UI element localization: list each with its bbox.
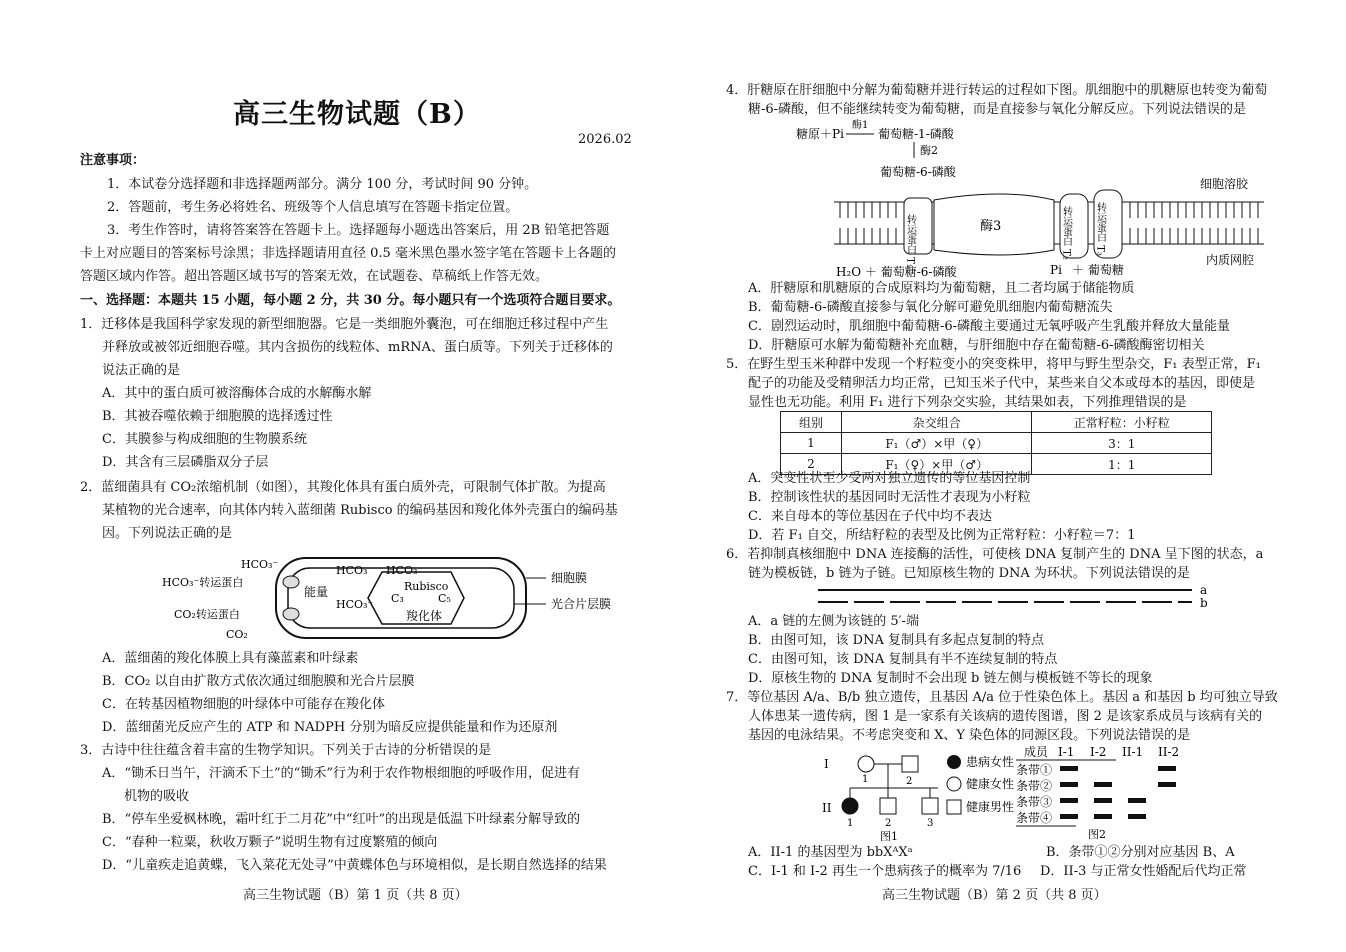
q7-stem: 基因的电泳结果。不考虑突变和 X、Y 染色体的同源区段。下列说法错误的是 <box>748 728 1191 743</box>
label-b: b <box>1200 596 1208 610</box>
table-cell: 1 <box>781 433 842 454</box>
pedigree-i2 <box>902 756 918 772</box>
fig-hco3-outside: HCO₃⁻ <box>241 558 279 571</box>
legend-affected-female-icon <box>947 755 961 769</box>
q5-stem: 5．在野生型玉米种群中发现一个籽粒变小的突变株甲，将甲与野生型杂交，F₁ 表型正常，F₁ <box>726 357 1261 372</box>
q7-option-b: B．条带①②分别对应基因 B、A <box>1046 845 1235 860</box>
q3-option-a-cont: 机物的吸收 <box>124 789 190 804</box>
table-cell: F₁（♀）×甲（♂） <box>841 454 1032 475</box>
q3-option-b: B．“停车坐爱枫林晚，霜叶红于二月花”中“红叶”的出现是低温下叶绿素分解导致的 <box>102 812 581 827</box>
gel-band <box>1060 814 1078 819</box>
fig-glucose: ＋ 葡萄糖 <box>1072 263 1124 277</box>
fig-t3: 转运蛋白 T₃ <box>1094 202 1106 256</box>
gel-band <box>1094 798 1112 803</box>
q1-option-a: A．其中的蛋白质可被溶酶体合成的水解酶水解 <box>102 386 372 401</box>
fig-hco3-inner2: HCO₃⁻ <box>336 598 374 611</box>
gel-band <box>1060 798 1078 803</box>
left-page <box>78 0 632 952</box>
fig-g6p: 葡萄糖-6-磷酸 <box>880 165 956 179</box>
q4-option-b: B．葡萄糖-6-磷酸直接参与氧化分解可避免肌细胞内葡萄糖流失 <box>748 300 1113 315</box>
q6-stem: 链为模板链，b 链为子链。已知原核生物的 DNA 为环状。下列说法错误的是 <box>748 566 1190 581</box>
table-header-row <box>781 412 1212 433</box>
legend-healthy-female-icon <box>947 777 961 791</box>
pedigree-ii3 <box>922 798 938 814</box>
q1-stem: 1．迁移体是我国科学家发现的新型细胞器。它是一类细胞外囊泡，可在细胞迁移过程中产生 <box>80 317 609 332</box>
gel-band-label: 条带③ <box>1016 795 1053 809</box>
q3-option-c: C．“春种一粒粟，秋收万颗子”说明生物有过度繁殖的倾向 <box>102 835 438 850</box>
fig-c3: C₃ <box>391 592 404 605</box>
q1-option-c: C．其膜参与构成细胞的生物膜系统 <box>102 432 307 447</box>
q1-stem: 并释放或被邻近细胞吞噬。其内含损伤的线粒体、mRNA、蛋白质等。下列关于迁移体的 <box>102 340 613 355</box>
cyanobacteria-diagram <box>146 552 612 648</box>
q4-option-d: D．肝糖原可水解为葡萄糖补充血糖，与肝细胞中存在葡萄糖-6-磷酸酶密切相关 <box>748 338 1205 353</box>
q3-stem: 3．古诗中往往蕴含着丰富的生物学知识。下列关于古诗的分析错误的是 <box>80 743 492 758</box>
fig-enzyme3: 酶3 <box>980 219 1002 234</box>
right-page <box>724 0 1278 952</box>
q6-option-a: A．a 链的左侧为该链的 5′-端 <box>748 614 920 629</box>
fig-hco3-transporter: HCO₃⁻转运蛋白 <box>162 576 244 589</box>
q7-option-c: C．I-1 和 I-2 再生一个患病孩子的概率为 7/16 <box>748 864 1022 879</box>
gel-band-label: 条带④ <box>1016 811 1053 825</box>
q2-option-b: B．CO₂ 以自由扩散方式依次通过细胞膜和光合片层膜 <box>102 674 415 689</box>
q6-option-c: C．由图可知，该 DNA 复制具有半不连续复制的特点 <box>748 652 1058 667</box>
q6-stem: 6．若抑制真核细胞中 DNA 连接酶的活性，可使核 DNA 复制产生的 DNA 呈下图的状态，a <box>726 547 1264 562</box>
gel-band <box>1158 766 1176 771</box>
fig-bottom-left: H₂O ＋ 葡萄糖-6-磷酸 <box>836 265 957 279</box>
q6-option-d: D．原核生物的 DNA 复制时不会出现 b 链左侧与模板链不等长的现象 <box>748 671 1153 686</box>
fig-pi: Pi <box>1050 263 1062 277</box>
fig-t2: 转运蛋白 T₂ <box>1060 206 1072 260</box>
gel-band <box>1060 766 1078 771</box>
table-cell: 2 <box>781 454 842 475</box>
gel-band-label: 条带② <box>1016 779 1053 793</box>
notice-heading: 注意事项： <box>80 153 146 168</box>
fig1-label: 图1 <box>880 830 898 843</box>
fig-glycogen: 糖原＋Pi <box>796 127 844 141</box>
gel-band <box>1128 814 1146 819</box>
q4-option-a: A．肝糖原和肌糖原的合成原料均为葡萄糖，且二者均属于储能物质 <box>748 281 1135 296</box>
fig-enzyme2: 酶2 <box>920 144 938 157</box>
fig-carboxysome-label: 羧化体 <box>406 609 443 623</box>
fig-rubisco: Rubisco <box>404 580 449 593</box>
q3-option-a: A．“锄禾日当午，汗滴禾下土”的“锄禾”行为利于农作物根细胞的呼吸作用，促进有 <box>102 766 580 781</box>
fig2-label: 图2 <box>1088 828 1106 841</box>
q3-option-d: D．“儿童疾走追黄蝶，飞入菜花无处寻”中黄蝶体色与环境相似，是长期自然选择的结果 <box>102 858 607 873</box>
table-header: 正常籽粒：小籽粒 <box>1032 412 1212 433</box>
q5-option-c: C．来自母本的等位基因在子代中均不表达 <box>748 509 992 524</box>
gel-member: II-2 <box>1158 745 1180 759</box>
q7-option-a: A．II-1 的基因型为 bbXᴬXᵃ <box>748 845 913 860</box>
gel-band <box>1094 782 1112 787</box>
num-i1: 1 <box>862 774 869 785</box>
fig-cell-membrane: 细胞膜 <box>551 571 588 585</box>
label-a: a <box>1200 583 1208 597</box>
num-ii3: 3 <box>927 818 934 829</box>
exam-date: 2026.02 <box>578 132 632 147</box>
page-footer: 高三生物试题（B）第 1 页（共 8 页） <box>243 888 468 903</box>
q7-option-d: D．II-3 与正常女性婚配后代均正常 <box>1040 864 1247 879</box>
q7-stem: 7．等位基因 A/a、B/b 独立遗传，且基因 A/a 位于性染色体上。基因 a 和基因 b 均可独立导致 <box>726 690 1278 705</box>
gel-band <box>1158 782 1176 787</box>
table-cell: 3：1 <box>1032 433 1212 454</box>
fig-cytosol: 细胞溶胶 <box>1200 177 1249 191</box>
q2-stem: 因。下列说法正确的是 <box>102 526 233 541</box>
table-cell: 1：1 <box>1032 454 1212 475</box>
gel-band <box>1128 798 1146 803</box>
q4-stem: 糖-6-磷酸，但不能继续转变为葡萄糖，而是直接参与氧化分解反应。下列说法错误的是 <box>748 102 1247 117</box>
q7-stem: 人体患某一遗传病，图 1 是一家系有关该病的遗传图谱，图 2 是该家系成员与该病有关的 <box>748 709 1263 724</box>
legend-healthy-male: 健康男性 <box>966 800 1015 814</box>
exam-title: 高三生物试题（B） <box>233 99 481 130</box>
gel-member: II-1 <box>1122 745 1144 759</box>
page-footer: 高三生物试题（B）第 2 页（共 8 页） <box>882 888 1107 903</box>
table-header: 杂交组合 <box>841 412 1032 433</box>
q2-stem: 2．蓝细菌具有 CO₂浓缩机制（如图），其羧化体具有蛋白质外壳，可限制气体扩散。为提高 <box>80 480 606 495</box>
fig-co2-outside: CO₂ <box>226 628 248 641</box>
fig-er: 内质网腔 <box>1206 253 1255 267</box>
q5-option-d: D．若 F₁ 自交，所结籽粒的表型及比例为正常籽粒：小籽粒＝7：1 <box>748 528 1136 543</box>
gel-member: I-2 <box>1090 745 1107 759</box>
fig-energy: 能量 <box>304 585 329 599</box>
cross-table <box>780 411 1212 475</box>
fig-hco3-carboxysome: HCO₃⁻ <box>386 564 424 577</box>
gel-member-label: 成员 <box>1024 745 1049 759</box>
notice-line: 1．本试卷分选择题和非选择题两部分。满分 100 分，考试时间 90 分钟。 <box>107 177 538 192</box>
pedigree-chart <box>820 744 1015 844</box>
section-heading: 一、选择题：本题共 15 小题，每小题 2 分，共 30 分。每小题只有一个选项符合题目要求。 <box>80 293 621 308</box>
gel-band <box>1060 782 1078 787</box>
q2-option-c: C．在转基因植物细胞的叶绿体中可能存在羧化体 <box>102 697 385 712</box>
fig-thylakoid: 光合片层膜 <box>551 597 612 611</box>
dna-strand-diagram <box>784 582 1224 610</box>
gel-electrophoresis <box>1016 742 1212 844</box>
gel-band-label: 条带① <box>1016 763 1053 777</box>
q5-option-b: B．控制该性状的基因同时无活性才表现为小籽粒 <box>748 490 1031 505</box>
fig-t1: 转运蛋白 T₁ <box>904 214 916 268</box>
q1-option-d: D．其含有三层磷脂双分子层 <box>102 455 269 470</box>
table-cell: F₁（♂）×甲（♀） <box>841 433 1032 454</box>
pedigree-ii1 <box>842 798 858 814</box>
notice-line: 答题区域内作答。超出答题区域书写的答案无效，在试题卷、草稿纸上作答无效。 <box>80 269 549 284</box>
q5-stem: 显性也无功能。利用 F₁ 进行下列杂交实验，其结果如表，下列推理错误的是 <box>748 395 1187 410</box>
q1-stem: 说法正确的是 <box>102 363 181 378</box>
notice-line: 3．考生作答时，请将答案答在答题卡上。选择题每小题选出答案后，用 2B 铅笔把答题 <box>107 223 610 238</box>
num-ii1: 1 <box>847 818 854 829</box>
pedigree-i1 <box>858 756 874 772</box>
notice-line: 卡上对应题目的答案标号涂黑；非选择题请用直径 0.5 毫米黑色墨水签字笔在答题卡上各题的 <box>80 246 616 261</box>
gel-member: I-1 <box>1058 745 1075 759</box>
q2-stem: 某植物的光合速率，向其体内转入蓝细菌 Rubisco 的编码基因和羧化体外壳蛋白的编码基 <box>102 503 618 518</box>
gen-label-2: II <box>822 801 832 815</box>
notice-line: 2．答题前，考生务必将姓名、班级等个人信息填写在答题卡指定位置。 <box>107 200 519 215</box>
q4-option-c: C．剧烈运动时，肌细胞中葡萄糖-6-磷酸主要通过无氧呼吸产生乳酸并释放大量能量 <box>748 319 1231 334</box>
legend-affected-female: 患病女性 <box>966 755 1015 769</box>
gel-band <box>1094 814 1112 819</box>
num-ii2: 2 <box>885 818 892 829</box>
fig-c5: C₅ <box>438 592 451 605</box>
glycogen-diagram <box>794 118 1284 280</box>
gen-label-1: I <box>824 757 829 771</box>
legend-healthy-female: 健康女性 <box>966 777 1015 791</box>
table-row <box>781 433 1212 454</box>
q6-option-b: B．由图可知，该 DNA 复制具有多起点复制的特点 <box>748 633 1045 648</box>
q2-option-a: A．蓝细菌的羧化体膜上具有藻蓝素和叶绿素 <box>102 651 359 666</box>
pedigree-ii2 <box>880 798 896 814</box>
fig-co2-transporter: CO₂转运蛋白 <box>174 608 240 621</box>
table-header: 组别 <box>781 412 842 433</box>
fig-enzyme1: 酶1 <box>852 120 869 131</box>
fig-g1p: 葡萄糖-1-磷酸 <box>878 127 954 141</box>
legend-healthy-male-icon <box>947 800 961 814</box>
q5-stem: 配子的功能及受精卵活力均正常，已知玉米子代中，某些来自父本或母本的基因，即使是 <box>748 376 1256 391</box>
q5-option-a: A．突变性状至少受两对独立遗传的等位基因控制 <box>748 471 1031 486</box>
fig-hco3-inner: HCO₃⁻ <box>336 564 374 577</box>
num-i2: 2 <box>906 776 913 787</box>
q2-option-d: D．蓝细菌光反应产生的 ATP 和 NADPH 分别为暗反应提供能量和作为还原剂 <box>102 720 558 735</box>
q1-option-b: B．其被吞噬依赖于细胞膜的选择透过性 <box>102 409 333 424</box>
q4-stem: 4．肝糖原在肝细胞中分解为葡萄糖并进行转运的过程如下图。肌细胞中的肌糖原也转变为葡萄 <box>726 83 1268 98</box>
